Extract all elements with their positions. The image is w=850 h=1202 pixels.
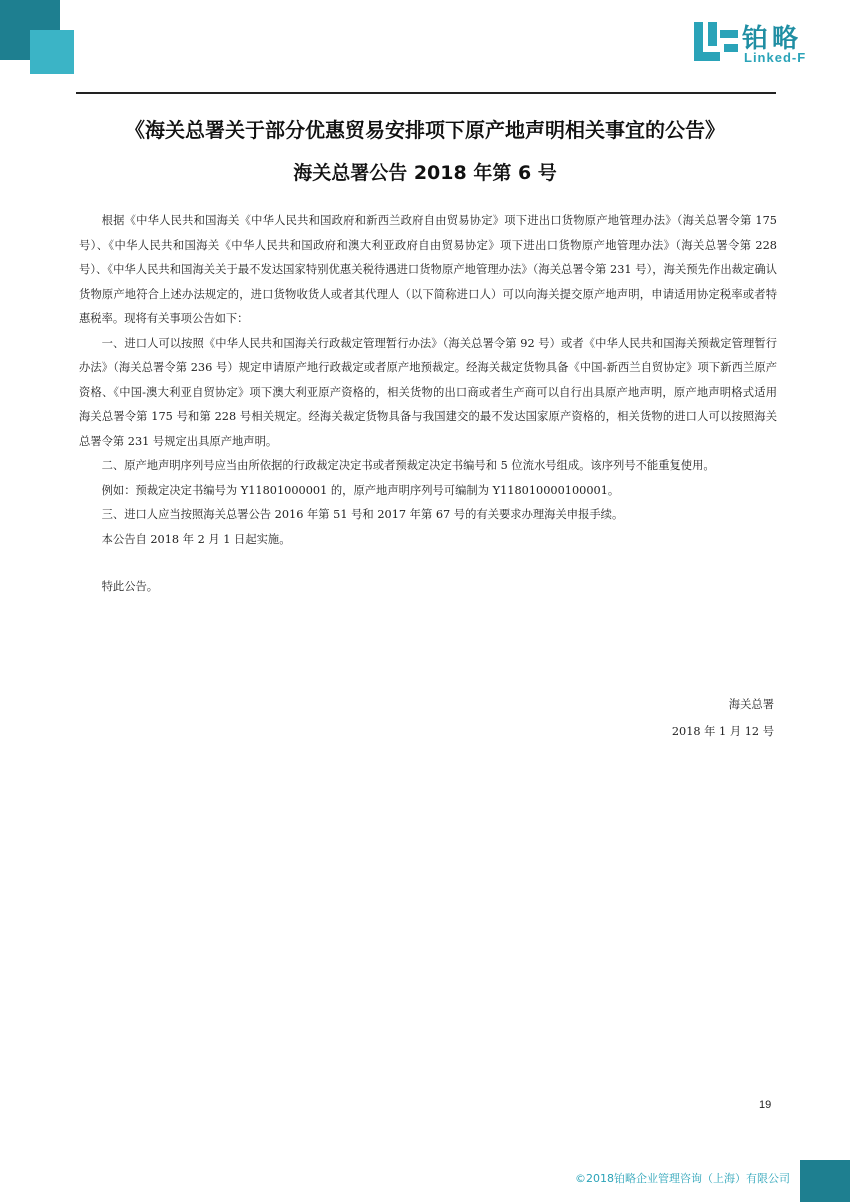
brand-logo: [694, 20, 824, 70]
signature: 海关总署: [728, 698, 774, 711]
footer-decoration: [800, 1160, 850, 1202]
header-rule: [76, 92, 776, 94]
paragraph-intro: 根据《中华人民共和国海关《中华人民共和国政府和新西兰政府自由贸易协定》项下进出口货物原产地管理办法》（海关总署令第 175 号）、《中华人民共和国海关《中华人民共和国政府和澳大利亚政府自由贸易协定》项下进出口货物原产地管理办法》（海关总署令第 228 号）、《中华人民共和国海关关于最不发达国家特别优惠关税待遇进口货物原产地管理办法》（海关总署令第 231 号），海关预先作出裁定确认货物原产地符合上述办法规定的，进口货物收货人或者其代理人（以下简称进口人）可以向海关提交原产地声明，申请适用协定税率或者特惠税率。现将有关事项公告如下：: [79, 214, 777, 325]
paragraph-item-3: 三、进口人应当按照海关总署公告 2016 年第 51 号和 2017 年第 67 号的有关要求办理海关申报手续。: [101, 508, 624, 521]
paragraph-item-1: 一、进口人可以按照《中华人民共和国海关行政裁定管理暂行办法》（海关总署令第 92 号）或者《中华人民共和国海关预裁定管理暂行办法》（海关总署令第 236 号）规定申请原产地行政裁定或者原产地预裁定。经海关裁定货物具备《中国-新西兰自贸协定》项下新西兰原产资格、《中国-澳大利亚自贸协定》项下澳大利亚原产资格的，相关货物的出口商或者生产商可以自行出具原产地声明，原产地声明格式适用海关总署令第 175 号和第 228 号相关规定。经海关裁定货物具备与我国建交的最不发达国家原产资格的，相关货物的进口人可以按照海关总署令第 231 号规定出具原产地声明。: [79, 336, 777, 448]
signature-date: 2018 年 1 月 12 号: [671, 725, 774, 738]
paragraph-item-2: 二、原产地声明序列号应当由所依据的行政裁定决定书或者预裁定决定书编号和 5 位流水号组成。该序列号不能重复使用。: [101, 459, 715, 472]
document-title: 《海关总署关于部分优惠贸易安排项下原产地声明相关事宜的公告》: [125, 118, 725, 142]
document-body: [79, 209, 777, 600]
page-number: 19: [759, 1099, 772, 1111]
paragraph-example: 例如：预裁定决定书编号为 Y11801000001 的，原产地声明序列号可编制为 Y118010000100001。: [101, 483, 620, 497]
footer-copyright: ©2018铂略企业管理咨询（上海）有限公司: [575, 1172, 790, 1185]
corner-decoration-light: [30, 30, 74, 74]
logo-mark-icon: [694, 22, 738, 62]
document-subtitle: 海关总署公告 2018 年第 6 号: [293, 162, 557, 184]
paragraph-effective-date: 本公告自 2018 年 2 月 1 日起实施。: [101, 532, 291, 546]
logo-english-name: Linked-F: [744, 50, 807, 65]
logo-chinese-name: 铂略: [742, 24, 803, 54]
paragraph-closing: 特此公告。: [101, 580, 159, 593]
